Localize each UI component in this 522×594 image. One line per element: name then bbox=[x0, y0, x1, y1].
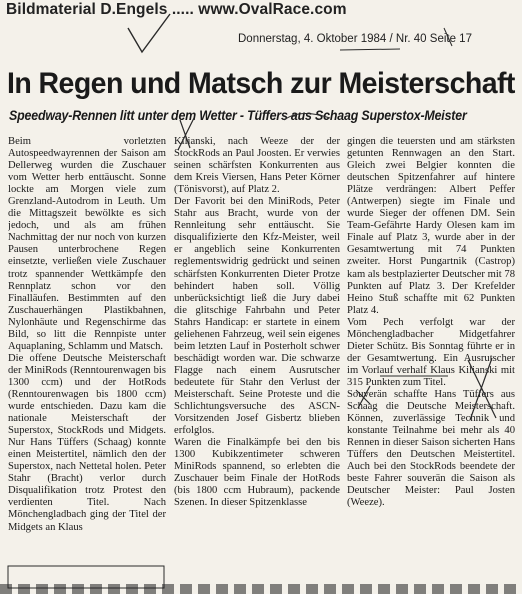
cut-off-text-row bbox=[0, 584, 522, 594]
paragraph: Souverän schaffte Hans Tüffers aus Schaag die Deutsche Meisterschaft. Können, zuverlässige Technik und konstante Teilnahme bei mehr als 40 Rennen in dieser Saison sicherten Hans Tüffers den Deutschen Meistertitel. Auch bei den StockRods beendete der beste Fahrer souverän die Saison als Deutscher Meister: Paul Josten (Weeze). bbox=[347, 388, 515, 509]
watermark: Bildmaterial D.Engels ..... www.OvalRace.com bbox=[6, 1, 347, 18]
headline: In Regen und Matsch zur Meisterschaft bbox=[7, 67, 515, 100]
dateline: Donnerstag, 4. Oktober 1984 / Nr. 40 Seite 17 bbox=[238, 33, 472, 45]
paragraph: Kilianski, nach Weeze der der StockRods an Paul Joosten. Er verwies seinen schärfsten Konkurrenten aus dem Kreis Viersen, Hans Peter Körner (Tönisvorst), auf Platz 2. bbox=[174, 136, 340, 196]
article-column-3 bbox=[347, 136, 515, 588]
paragraph: Waren die Finalkämpfe bei den bis 1300 Kubikzentimeter schweren MiniRods spannend, so erlebten die Zuschauer beim Finale der HotRods (bis 1800 ccm Hubraum), packende Szenen. In dieser Spitzenklasse bbox=[174, 437, 340, 509]
pen-check-mark bbox=[128, 14, 170, 52]
article-column-1 bbox=[8, 136, 166, 588]
pen-underline bbox=[340, 49, 400, 50]
paragraph: Der Favorit bei den MiniRods, Peter Stahr aus Bracht, wurde von der Rennleitung sehr enttäuscht. Sie disqualifizierte den Kfz-Meister, weil er angeblich seine Konkurrenten reglementswidrig gedrückt und seinen schärfsten Konkurrenten Dieter Protze behindert haben soll. Völlig unberücksichtigt ließ die Jury dabei die glitschige Fahrbahn und Peter Stahrs Handicap: er startete in einem geliehenen Fahrzeug, weil sein eigenes beim letzten Lauf in Posterholt schwer beschädigt worden war. Die schwarze Flagge nach einem Ausrutscher bedeutete für Stahr den Verlust der Meisterschaft. Seine Proteste und die Schlichtungsversuche des ASCN-Vorsitzenden Josef Gisbertz blieben erfolglos. bbox=[174, 196, 340, 437]
paragraph: gingen die teuersten und am stärksten getunten Rennwagen an den Start. Gleich zwei Belgier konnten die deutschen Spitzenfahrer auf hintere Plätze verdrängen: Albert Peffer (Antwerpen) siegte im Finale und wurde Sieger der offenen DM. Sein Team-Gefährte Hardy Olesen kam im Finale auf Platz 3, wurde aber in der Gesamtwertung mit 74 Punkten zweiter. Horst Pungartnik (Castrop) kam als bestplazierter Deutscher mit 78 Punkten auf Platz 3. Der Krefelder Heino Stuß schaffte mit 62 Punkten Platz 4. bbox=[347, 136, 515, 316]
paragraph: Beim vorletzten Autospeedwayrennen der Saison am Dellerweg wurden die Zuschauer vom Wetter herb enttäuscht. Sonne lockte am Morgen viele zum Grenzland-Autodrom in Leuth. Um die Mittagszeit bewölkte es sich jedoch, und als am frühen Nachmittag der nur noch von kurzen Pausen unterbrochene Regen einsetzte, verließen viele Zuschauer trotz spannender Wettkämpfe den Rennplatz schon vor den Finalläufen. Bestimmten auf den Zuschauerhängen Plastikbahnen, Nylonhäute und Regenschirme das Bild, so litt die Rennpiste unter Aquaplaning, Schlamm und Matsch. bbox=[8, 136, 166, 352]
paragraph: Die offene Deutsche Meisterschaft der MiniRods (Renntourenwagen bis 1300 ccm) und der HotRods (Renntourenwagen bis 1800 ccm) wurde entschieden. Dazu kam die nationale Meisterschaft der Superstox, StockRods und Midgets. Nur Hans Tüffers (Schaag) konnte einen Meistertitel, nämlich den der Superstox, nach Nettetal holen. Peter Stahr (Bracht) verlor durch Disqualifikation trotz Protest den verdienten Titel. Nach Mönchengladbach ging der Titel der Midgets an Klaus bbox=[8, 352, 166, 533]
paragraph: Vom Pech verfolgt war der Mönchengladbacher Midgetfahrer Dieter Schütz. Bis Sonntag führte er in der Gesamtwertung. Ein Ausrutscher im Vorlauf verhalf Klaus Kilianski mit 315 Punkten zum Titel. bbox=[347, 316, 515, 388]
subheadline: Speedway-Rennen litt unter dem Wetter - Tüffers aus Schaag Superstox-Meister bbox=[9, 108, 467, 123]
article-column-2 bbox=[174, 136, 340, 588]
